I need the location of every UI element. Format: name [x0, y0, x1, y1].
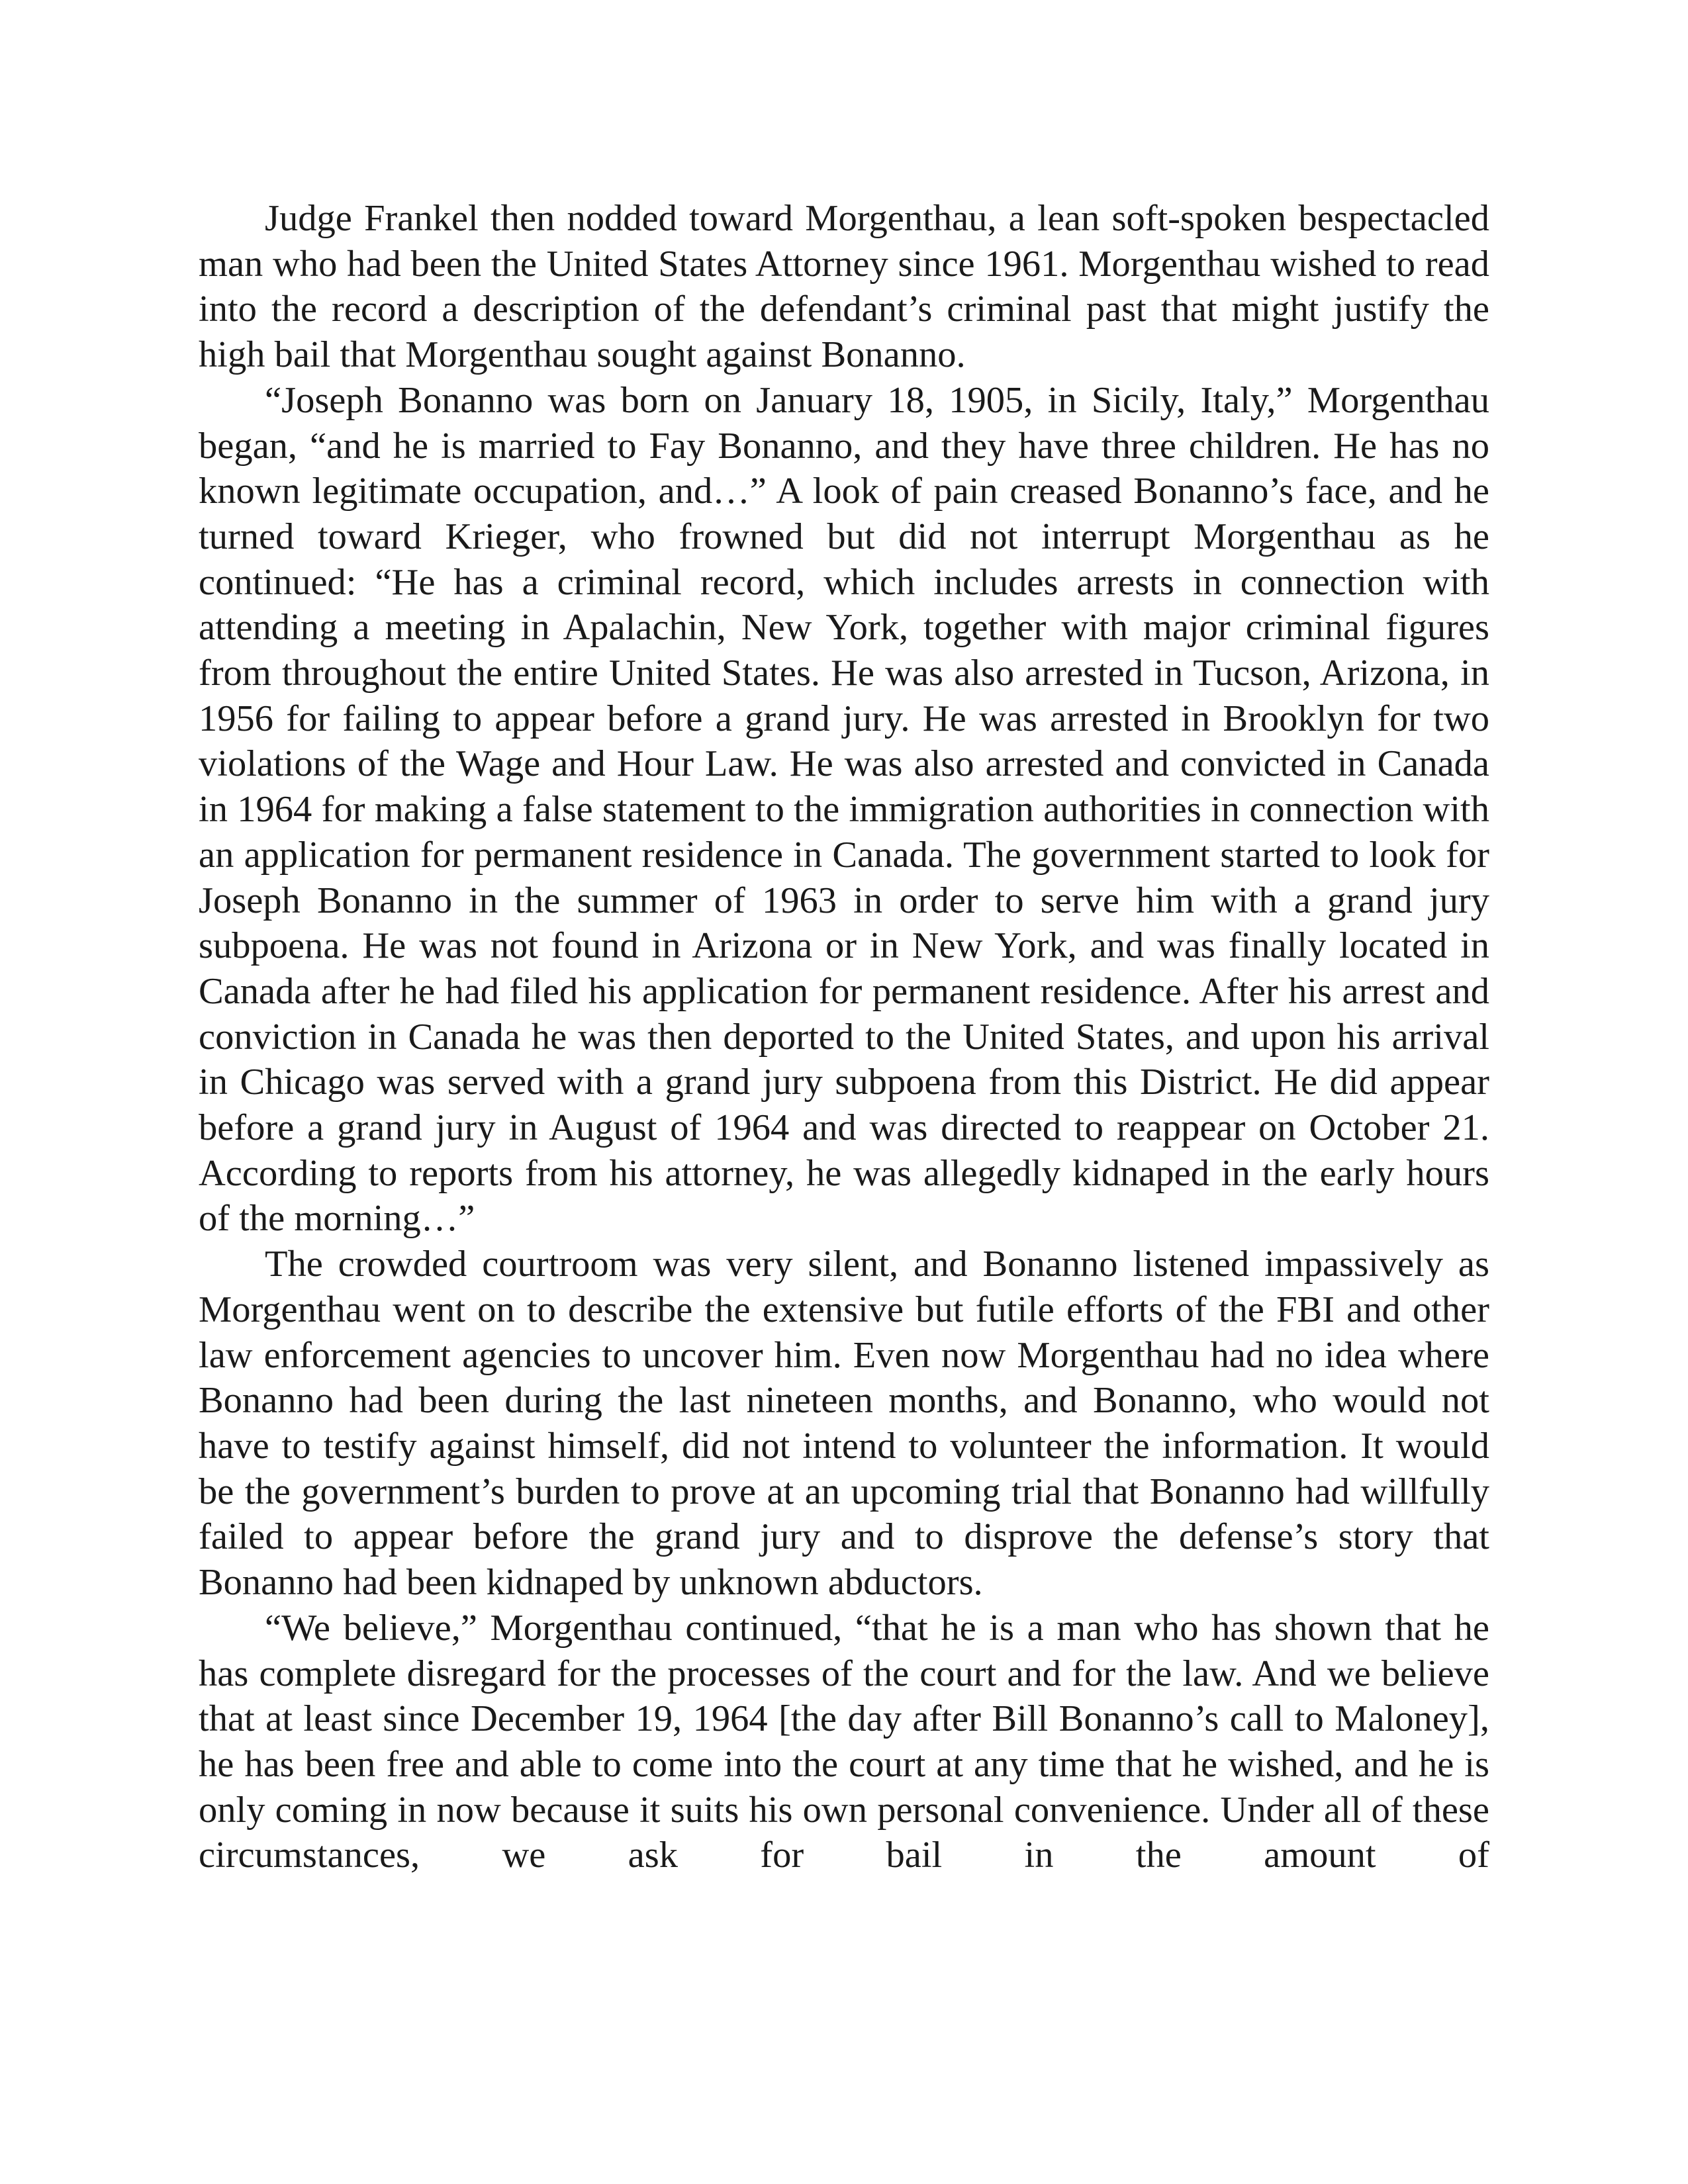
paragraph: Judge Frankel then nodded toward Morgenthau, a lean soft-spoken bespectacled man who had been the United States Attorney since 1961. Morgenthau wished to read into the record a description of the defendant’s criminal past that might justify the high bail that Morgenthau sought against Bonanno. [199, 198, 1489, 376]
body-text [199, 196, 1489, 1878]
paragraph: The crowded courtroom was very silent, and Bonanno listened impassively as Morgenthau went on to describe the extensive but futile efforts of the FBI and other law enforcement agencies to uncover him. Even now Morgenthau had no idea where Bonanno had been during the last nineteen months, and Bonanno, who would not have to testify against himself, did not intend to volunteer the information. It would be the government’s burden to prove at an upcoming trial that Bonanno had willfully failed to appear before the grand jury and to disprove the defense’s story that Bonanno had been kidnaped by unknown abductors. [199, 1244, 1489, 1604]
paragraph: “Joseph Bonanno was born on January 18, 1905, in Sicily, Italy,” Morgenthau began, “and he is married to Fay Bonanno, and they have three children. He has no known legitimate occupation, and…” A look of pain creased Bonanno’s face, and he turned toward Krieger, who frowned but did not interrupt Morgenthau as he continued: “He has a criminal record, which includes arrests in connection with attending a meeting in Apalachin, New York, together with major criminal figures from throughout the entire United States. He was also arrested in Tucson, Arizona, in 1956 for failing to appear before a grand jury. He was arrested in Brooklyn for two violations of the Wage and Hour Law. He was also arrested and convicted in Canada in 1964 for making a false statement to the immigration authorities in connection with an application for permanent residence in Canada. The government started to look for Joseph Bonanno in the summer of 1963 in order to serve him with a grand jury subpoena. He was not found in Arizona or in New York, and was finally located in Canada after he had filed his application for permanent residence. After his arrest and conviction in Canada he was then deported to the United States, and upon his arrival in Chicago was served with a grand jury subpoena from this District. He did appear before a grand jury in August of 1964 and was directed to reappear on October 21. According to reports from his attorney, he was allegedly kidnaped in the early hours of the morning…” [199, 379, 1489, 1240]
paragraph: “We believe,” Morgenthau continued, “that he is a man who has shown that he has complete disregard for the processes of the court and for the law. And we believe that at least since December 19, 1964 [the day after Bill Bonanno’s call to Maloney], he has been free and able to come into the court at any time that he wished, and he is only coming in now because it suits his own personal convenience. Under all of these circumstances, we ask for bail in the amount of [199, 1607, 1489, 1876]
